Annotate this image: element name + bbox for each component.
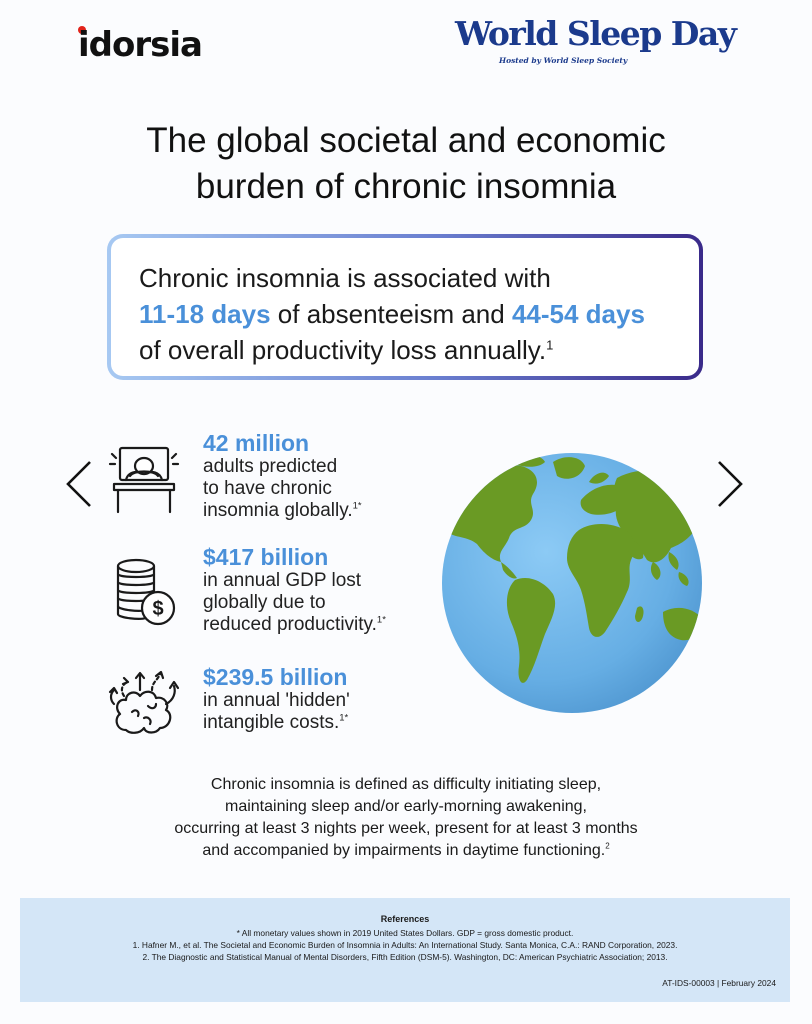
- productivity-value: 44-54 days: [511, 299, 645, 329]
- highlight-box-content: [111, 238, 699, 376]
- chevron-right-icon: [713, 458, 747, 510]
- references-section: [20, 898, 790, 1002]
- stat-value: $417 billion: [203, 544, 329, 570]
- stat-reference: 1*: [339, 712, 349, 724]
- sleeping-at-desk-icon: [104, 440, 184, 520]
- highlight-box: [107, 234, 703, 380]
- stat-description-line: adults predicted: [203, 456, 338, 477]
- highlight-line-2: [139, 296, 699, 332]
- absenteeism-value: 11-18 days: [139, 299, 271, 329]
- stat-description-line: in annual 'hidden': [203, 690, 350, 711]
- page-title-line-2: burden of chronic insomnia: [195, 167, 617, 206]
- coin-stack-dollar-icon: [104, 556, 184, 636]
- definition-line: occurring at least 3 nights per week, present for at least 3 months: [174, 820, 638, 837]
- stat-description: [203, 456, 463, 522]
- next-arrow-button[interactable]: [713, 458, 747, 510]
- stat-description-line: globally due to: [203, 592, 326, 613]
- highlight-line-3-text: of overall productivity loss annually.: [139, 335, 547, 365]
- stat-description-line: to have chronic: [203, 478, 332, 499]
- reference-item: 2. The Diagnostic and Statistical Manual of Mental Disorders, Fifth Edition (DSM-5). Washington, DC: American Psychiatric Association; 2013.: [142, 952, 668, 962]
- stat-description-line: intangible costs.$^{1*}$: [203, 712, 349, 733]
- stat-adults-insomnia: [203, 430, 463, 522]
- globe-illustration: [441, 452, 703, 714]
- stat-hidden-costs: [203, 664, 463, 734]
- highlight-line-1: Chronic insomnia is associated with: [139, 263, 551, 293]
- stat-description-line: in annual GDP lost: [203, 570, 362, 591]
- references-note: * All monetary values shown in 2019 United States Dollars. GDP = gross domestic product.: [236, 928, 574, 938]
- idorsia-logo-text: idorsia: [78, 25, 202, 65]
- stat-reference: 1*: [376, 614, 386, 626]
- definition-line: maintaining sleep and/or early-morning awakening,: [225, 798, 587, 815]
- stat-gdp-lost: [203, 544, 463, 636]
- definition-reference: 2: [605, 841, 610, 851]
- page-title-line-1: The global societal and economic: [146, 121, 666, 160]
- reference-item: 1. Hafner M., et al. The Societal and Economic Burden of Insomnia in Adults: An International Study. Santa Monica, C.A.: RAND Corporation, 2023.: [132, 940, 678, 950]
- definition-line: Chronic insomnia is defined as difficulty initiating sleep,: [210, 776, 602, 793]
- prev-arrow-button[interactable]: [62, 458, 96, 510]
- document-code: AT-IDS-00003 | February 2024: [662, 978, 776, 988]
- page-title: [60, 118, 752, 210]
- stat-value: 42 million: [203, 430, 310, 456]
- stat-description: [203, 570, 463, 636]
- highlight-reference: 1: [546, 337, 554, 353]
- brain-arrows-icon: [104, 660, 184, 740]
- world-sleep-day-logo: [455, 6, 737, 66]
- stat-reference: 1*: [352, 500, 362, 512]
- world-sleep-day-logo-text: World Sleep Day: [455, 14, 736, 53]
- highlight-middle-text: of absenteeism and: [270, 299, 512, 329]
- world-sleep-day-logo-subtitle: Hosted by World Sleep Society: [499, 56, 628, 65]
- definition-line: and accompanied by impairments in daytime functioning.$^2$: [202, 841, 610, 859]
- highlight-line-3: [139, 332, 699, 368]
- stat-description-line: insomnia globally.$^{1*}$: [203, 500, 362, 521]
- references-heading: References: [380, 914, 430, 924]
- stat-description: [203, 690, 463, 734]
- insomnia-definition: [100, 774, 712, 862]
- stat-value: $239.5 billion: [203, 664, 348, 690]
- svg-text:$: $: [152, 598, 164, 620]
- idorsia-logo: [78, 22, 204, 64]
- stat-description-line: reduced productivity.$^{1*}$: [203, 614, 386, 635]
- chevron-left-icon: [62, 458, 96, 510]
